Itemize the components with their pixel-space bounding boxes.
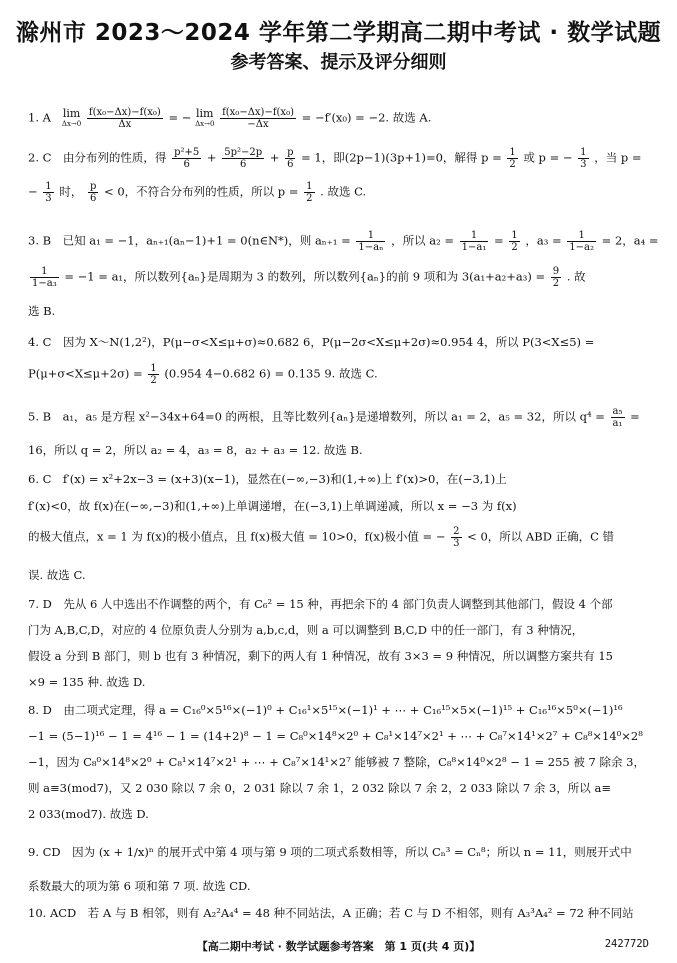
answer-line: 2 033(mod7). 故选 D. bbox=[28, 807, 149, 821]
answer-item-2 bbox=[28, 143, 652, 209]
answer-item-9 bbox=[28, 845, 652, 895]
answer-line: 假设 a 分到 B 部门，则 b 也有 3 种情况，剩下的两人有 1 种情况，故有 3×3 = 9 种情况，所以调整方案共有 15 bbox=[28, 649, 613, 663]
page-subtitle: 参考答案、提示及评分细则 bbox=[230, 52, 447, 73]
answer-line: 8. D 由二项式定理，得 a = C₁₆⁰×5¹⁶×(−1)⁰ + C₁₆¹×5¹⁵×(−1)¹ + ⋯ + C₁₆¹⁵×5×(−1)¹⁵ + C₁₆¹⁶×5⁰×(−1)¹⁶ bbox=[28, 703, 623, 717]
answer-item-7 bbox=[28, 597, 652, 693]
answer-line: 5. B a₁，a₅ 是方程 x²−34x+64=0 的两根，且等比数列{aₙ}是递增数列，所以 a₁ = 2，a₅ = 32，所以 q⁴ = $\frac{\text{a₅}}{\text{a₁}}$ = bbox=[28, 406, 640, 429]
answer-line: 选 B. bbox=[28, 304, 56, 318]
answer-item-1 bbox=[28, 101, 652, 131]
answer-line: $\frac{1}{\text{1−a₃}}$ = −1 = a₁，所以数列{aₙ}是周期为 3 的数列，所以数列{aₙ}的前 9 项和为 3(a₁+a₂+a₃) = $\frac{9}{2}$ . 故 bbox=[32, 266, 586, 289]
answer-line: 9. CD 因为 (x + 1/x)ⁿ 的展开式中第 4 项与第 9 项的二项式系数相等，所以 Cₙ³ = Cₙ⁸；所以 n = 11，则展开式中 bbox=[28, 845, 632, 859]
answer-line: 7. D 先从 6 人中选出不作调整的两个，有 C₆² = 15 种，再把余下的 4 部门负责人调整到其他部门，假设 4 个部 bbox=[28, 597, 613, 611]
answer-item-4 bbox=[28, 333, 652, 389]
answer-item-5 bbox=[28, 400, 652, 460]
footer-page-info: 【高二期中考试 · 数学试题参考答案 第 1 页(共 4 页)】 bbox=[196, 940, 481, 953]
limit-operator: lim Δx→0 bbox=[195, 106, 215, 128]
answer-line: 误. 故选 C. bbox=[28, 568, 86, 582]
page-title: 滁州市 2023～2024 学年第二学期高二期中考试 · 数学试题 bbox=[15, 20, 662, 46]
answer-line: 门为 A,B,C,D，对应的 4 位原负责人分别为 a,b,c,d，则 a 可以调整到 B,C,D 中的任一部门，有 3 种情况， bbox=[28, 623, 584, 637]
answer-item-6 bbox=[28, 472, 652, 584]
fraction: $\frac{\text{f(x₀−Δx)−f(x₀)}}{\Delta x}$ bbox=[88, 107, 161, 130]
answer-line: 3. B 已知 a₁ = −1，aₙ₊₁(aₙ−1)+1 = 0(n∈N*)，则 aₙ₊₁ = $\frac{1}{\text{1−aₙ}}$ ，所以 a₂ = $\frac{1}{\text{1−a₁}}$ = $\frac{1}{2}$ ，a₃ = $\frac{1}{\text{1−a₂}}$ = 2，a₄ = bbox=[28, 230, 659, 253]
fraction: $\frac{\text{f(x₀−Δx)−f(x₀)}}{-\Delta x}$ bbox=[222, 107, 294, 130]
answer-item-8 bbox=[28, 703, 652, 827]
answer-line: ×9 = 135 种. 故选 D. bbox=[28, 675, 146, 689]
answer-line: −1，因为 C₈⁰×14⁸×2⁰ + C₈¹×14⁷×2¹ + ⋯ + C₈⁷×14¹×2⁷ 能够被 7 整除，C₈⁸×14⁰×2⁸ − 1 = 255 被 7 除余 3， bbox=[28, 755, 645, 769]
limit-operator: lim Δx→0 bbox=[61, 106, 82, 128]
answer-line: 2. C 由分布列的性质，得 $\frac{\text{p²+5}}{6}$ + $\frac{\text{5p²−2p}}{6}$ + $\frac{p}{6}$ = 1，即(2p−1)(3p+1)=0，解得 p = $\frac{1}{2}$ 或 p = − $\frac{1}{3}$ ，当 p = bbox=[28, 147, 642, 170]
answer-line: P(μ+σ<X≤μ+2σ) = $\frac{1}{2}$ (0.954 4−0.682 6) = 0.135 9. 故选 C. bbox=[28, 363, 378, 386]
answer-line: 10. ACD 若 A 与 B 相邻，则有 A₂²A₄⁴ = 48 种不同站法，A 正确；若 C 与 D 不相邻，则有 A₃³A₄² = 72 种不同站 bbox=[28, 906, 634, 920]
answer-line: 的极大值点，x = 1 为 f(x)的极小值点，且 f(x)极大值 = 10>0，f(x)极小值 = − $\frac{2}{3}$ < 0，所以 ABD 正确，C 错 bbox=[28, 526, 615, 549]
answer-line: 16，所以 q = 2，所以 a₂ = 4，a₃ = 8，a₂ + a₃ = 12. 故选 B. bbox=[28, 443, 363, 457]
binomial-expression: (x + 1/x)ⁿ bbox=[98, 845, 154, 859]
answer-line: 6. C f′(x) = x²+2x−3 = (x+3)(x−1)，显然在(−∞,−3)和(1,+∞)上 f′(x)>0，在(−3,1)上 bbox=[28, 472, 507, 486]
answer-line: − $\frac{1}{3}$ 时， $\frac{p}{6}$ < 0，不符合分布列的性质，所以 p = $\frac{1}{2}$ . 故选 C. bbox=[28, 181, 367, 204]
answer-line: −1 = (5−1)¹⁶ − 1 = 4¹⁶ − 1 = (14+2)⁸ − 1 = C₈⁰×14⁸×2⁰ + C₈¹×14⁷×2¹ + ⋯ + C₈⁷×14¹×2⁷ + C₈⁸×14⁰×2⁸ bbox=[28, 729, 643, 743]
answer-line: 4. C 因为 X～N(1,2²)，P(μ−σ<X≤μ+σ)≈0.682 6，P(μ−2σ<X≤μ+2σ)≈0.954 4，所以 P(3<X≤5) = bbox=[28, 335, 595, 349]
answer-item-10 bbox=[28, 906, 652, 924]
footer-code: 242772D bbox=[604, 938, 649, 950]
answer-line: 则 a≡3(mod7)，又 2 030 除以 7 余 0，2 031 除以 7 余 1，2 032 除以 7 余 2，2 033 除以 7 余 3，所以 a≡ bbox=[28, 781, 611, 795]
answer-line: 1. A lim Δx→0 $\frac{\text{f(x₀−Δx)−f(x₀)}}{\Delta x}$ = − lim Δx→0 $\frac{\text{f(x₀−Δx)−f(x₀)}}{-\Delta x}$ = −f′(x₀) = −2. 故选 A. bbox=[28, 106, 432, 130]
answer-item-3 bbox=[28, 226, 659, 318]
question-label: 1. A bbox=[28, 110, 51, 125]
answer-line: 系数最大的项为第 6 项和第 7 项. 故选 CD. bbox=[28, 879, 251, 893]
answer-line: f′(x)<0，故 f(x)在(−∞,−3)和(1,+∞)上单调递增，在(−3,1)上单调递减，所以 x = −3 为 f(x) bbox=[28, 499, 517, 513]
